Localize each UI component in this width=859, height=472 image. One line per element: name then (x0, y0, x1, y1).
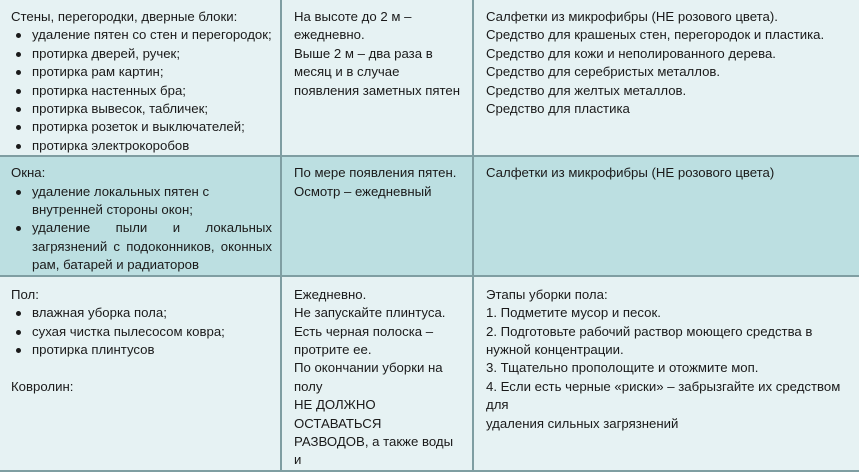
frequency-text: Выше 2 м – два раза в месяц и в случае появления заметных пятен (294, 45, 460, 98)
list-item: протирка электрокоробов (11, 137, 272, 155)
frequency-cell (281, 0, 473, 156)
list-item: протирка плинтусов (11, 341, 272, 359)
materials-cell (473, 0, 859, 156)
area-list (11, 26, 272, 155)
area-cell (0, 156, 281, 275)
materials-text: Этапы уборки пола: (486, 286, 608, 302)
materials-text: 3. Тщательно прополощите и отожмите моп. (486, 360, 759, 376)
frequency-cell (281, 156, 473, 275)
materials-text: удаления сильных загрязнений (486, 415, 679, 431)
table-row (0, 156, 859, 275)
frequency-text: По окончании уборки на полу (294, 360, 443, 394)
materials-text: 1. Подметите мусор и песок. (486, 305, 661, 321)
frequency-text: Осмотр – ежедневный (294, 183, 432, 199)
table-row (0, 0, 859, 156)
list-item: протирка рам картин; (11, 63, 272, 81)
materials-text: Средство для серебристых металлов. (486, 64, 721, 80)
materials-text: Средство для желтых металлов. (486, 82, 687, 98)
materials-cell (473, 156, 859, 275)
materials-text: Средство для кожи и неполированного дерева. (486, 45, 776, 61)
materials-text: Средство для крашеных стен, перегородок и пластика. (486, 27, 825, 43)
area-cell (0, 0, 281, 156)
materials-text: Средство для пластика (486, 101, 630, 117)
list-item: удаление пыли и локальных загрязнений с подоконников, оконных рам, батарей и радиаторов (11, 219, 272, 274)
table-row (0, 276, 859, 471)
area-title: Окна: (11, 165, 46, 181)
area-list (11, 304, 272, 359)
materials-text: Салфетки из микрофибры (НЕ розового цвета). (486, 9, 778, 24)
list-item: протирка розеток и выключателей; (11, 118, 272, 136)
frequency-text: РАЗВОДОВ, а также воды и (294, 433, 454, 468)
materials-cell (473, 276, 859, 471)
frequency-cell (281, 276, 473, 471)
area-list (11, 183, 272, 275)
area-subtitle: Ковролин: (11, 378, 74, 394)
frequency-text: На высоте до 2 м – ежедневно. (294, 9, 412, 43)
list-item: протирка вывесок, табличек; (11, 100, 272, 118)
materials-text: 2. Подготовьте рабочий раствор моющего средства в нужной концентрации. (486, 323, 813, 357)
list-item: протирка настенных бра; (11, 82, 272, 100)
list-item: удаление локальных пятен с внутренней стороны окон; (11, 183, 272, 220)
area-title: Стены, перегородки, дверные блоки: (11, 9, 238, 24)
list-item: удаление пятен со стен и перегородок; (11, 26, 272, 44)
frequency-text: Не запускайте плинтуса. Есть черная полоска – протрите ее. (294, 305, 446, 357)
materials-text: Салфетки из микрофибры (НЕ розового цвета) (486, 165, 775, 181)
frequency-text: По мере появления пятен. (294, 165, 457, 181)
list-item: протирка дверей, ручек; (11, 45, 272, 63)
frequency-text: Ежедневно. (294, 286, 367, 302)
list-item: влажная уборка пола; (11, 304, 272, 322)
area-cell (0, 276, 281, 471)
list-item: сухая чистка пылесосом ковра; (11, 323, 272, 341)
frequency-text: НЕ ДОЛЖНО ОСТАВАТЬСЯ (294, 397, 382, 431)
materials-text: 4. Если есть черные «риски» – забрызгайте их средством для (486, 378, 841, 413)
area-title: Пол: (11, 286, 39, 302)
